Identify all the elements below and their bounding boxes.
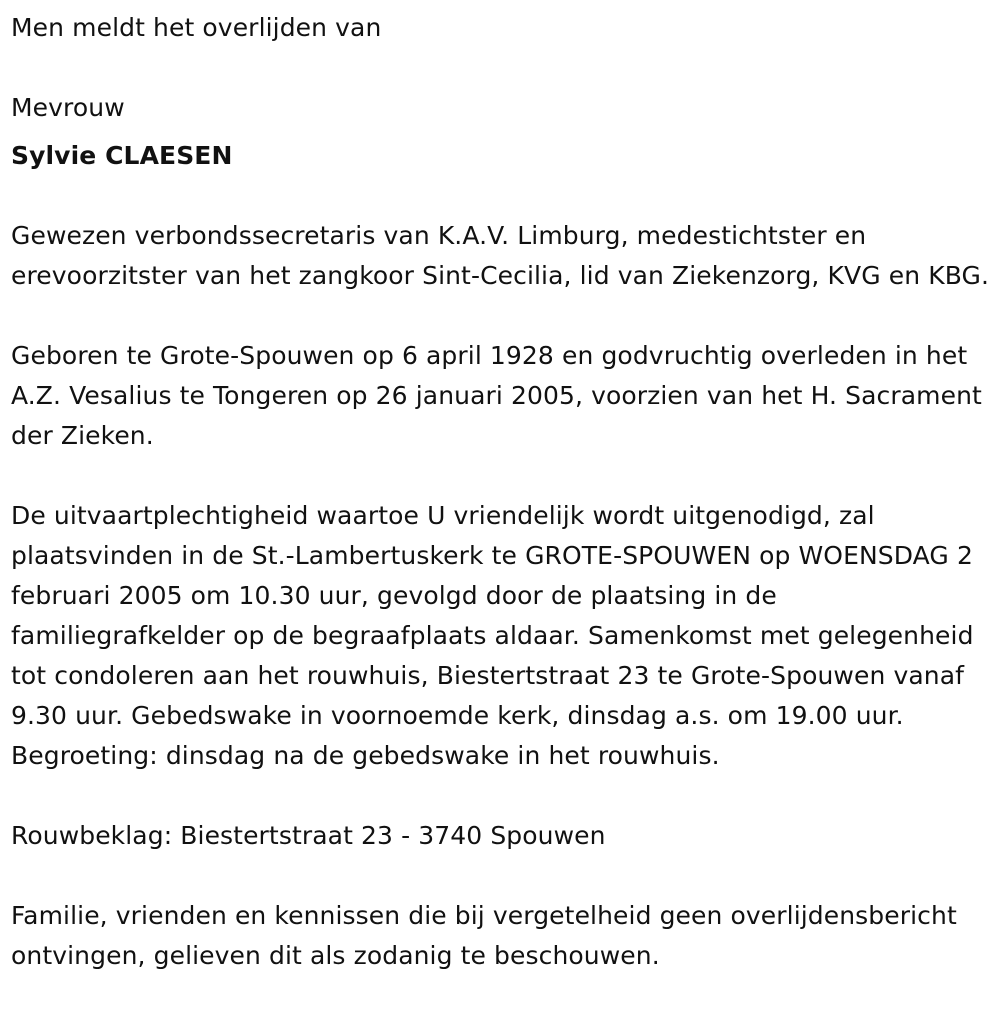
funeral-paragraph: De uitvaartplechtigheid waartoe U vriendelijk wordt uitgenodigd, zal plaatsvinden in de St.-Lambertuskerk te GROTE-SPOUWEN op WOENSDAG 2 februari 2005 om 10.30 uur, gevolgd door de plaatsing in de familiegrafkelder op de begraafplaats aldaar. Samenkomst met gelegenheid tot condoleren aan het rouwhuis, Biestertstraat 23 te Grote-Spouwen vanaf 9.30 uur. Gebedswake in voornoemde kerk, dinsdag a.s. om 19.00 uur. Begroeting: dinsdag na de gebedswake in het rouwhuis.: [11, 501, 982, 770]
salutation: Mevrouw: [11, 93, 125, 122]
condolence-address: Rouwbeklag: Biestertstraat 23 - 3740 Spouwen: [11, 821, 606, 850]
functions-paragraph: Gewezen verbondssecretaris van K.A.V. Limburg, medestichtster en erevoorzitster van het zangkoor Sint-Cecilia, lid van Ziekenzorg, KVG en KBG.: [11, 221, 990, 290]
obituary-notice: [11, 8, 996, 976]
birth-death-paragraph: Geboren te Grote-Spouwen op 6 april 1928 en godvruchtig overleden in het A.Z. Vesalius te Tongeren op 26 januari 2005, voorzien van het H. Sacrament der Zieken.: [11, 341, 990, 450]
deceased-name: Sylvie CLAESEN: [11, 141, 233, 170]
closing-paragraph: Familie, vrienden en kennissen die bij vergetelheid geen overlijdensbericht ontvingen, gelieven dit als zodanig te beschouwen.: [11, 901, 965, 970]
intro-text: Men meldt het overlijden van: [11, 13, 382, 42]
